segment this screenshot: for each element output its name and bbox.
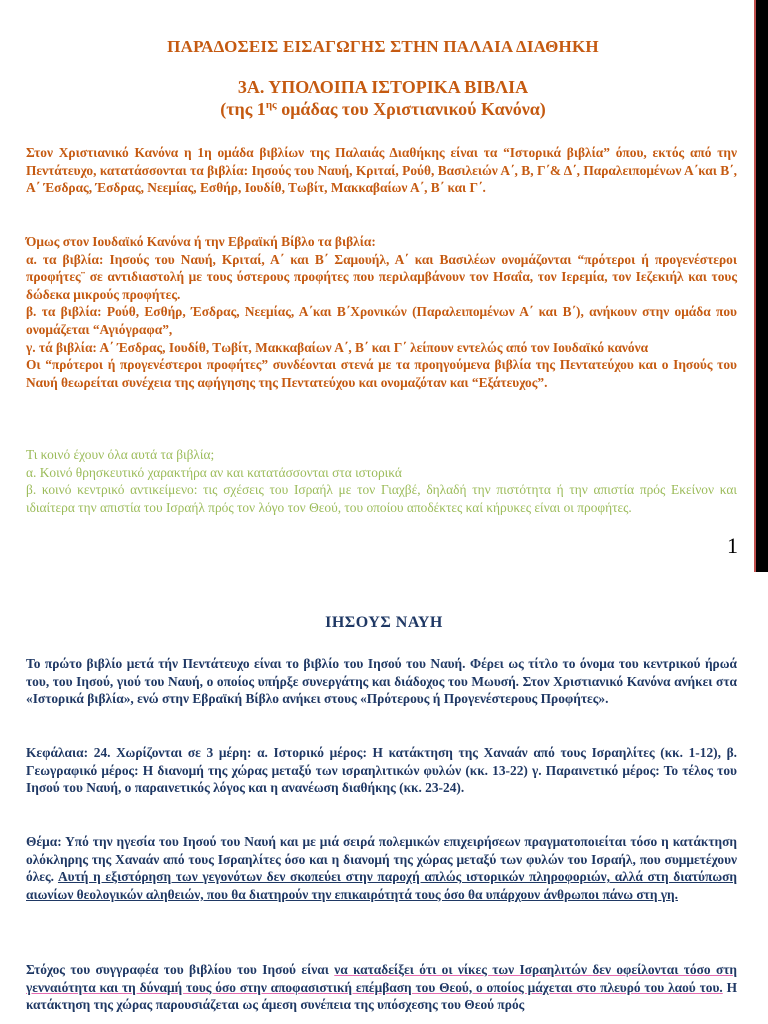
jewish-canon-c: γ. τά βιβλία: Α΄ Έσδρας, Ιουδίθ, Τωβίτ, Μακκαβαίων Α΄, Β΄ και Γ΄ λείπουν εντελώς από τον Ιουδαϊκό κανόνα (26, 339, 649, 355)
jewish-canon-b: β. τα βιβλία: Ρούθ, Εσθήρ, Έσδρας, Νεεμίας, Α΄και Β΄Χρονικών (Παραλειπομένων Α΄ και Β΄), ανήκουν στην ομάδα που ονομάζεται “Αγιόγραφα”, (26, 304, 737, 337)
intro-paragraph: Στον Χριστιανικό Κανόνα η 1η ομάδα βιβλίων της Παλαιάς Διαθήκης είναι τα “Ιστορικά βιβλία” όπου, εκτός από την Πεντάτευχο, κατατάσσονται τα βιβλία: Ιησούς του Ναυή, Κριταί, Ρούθ, Βασιλειών Α΄, Β, Γ΄& Δ΄, Παραλειπομένων Α΄και Β΄, Α΄ Έσδρας, Έσδρας, Νεεμίας, Εσθήρ, Ιουδίθ, Τωβίτ, Μακκαβαίων Α΄, Β΄ και Γ΄. (26, 145, 737, 196)
common-features-question: Τι κοινό έχουν όλα αυτά τα βιβλία; (26, 447, 215, 462)
common-features-a: α. Κοινό θρησκευτικό χαρακτήρα αν και κατατάσσονται στα ιστορικά (26, 464, 402, 480)
jewish-canon-d: Οι “πρότεροι ή προγενέστεροι προφήτες” συνδέονται στενά με τα προηγούμενα βιβλία της Πεντατεύχου και ο Ιησούς του Ναυή θεωρείται συνέχεια της αφήγησης της Πεντατεύχου και ονομαζόταν και “Εξάτευχος”. (26, 357, 737, 390)
slide-subtitle: 3Α. ΥΠΟΛΟΙΠΑ ΙΣΤΟΡΙΚΑ ΒΙΒΛΙΑ (237, 77, 529, 97)
book-intro-paragraph: Το πρώτο βιβλίο μετά τήν Πεντάτευχο είναι το βιβλίο του Ιησού του Ναυή. Φέρει ως τίτλο το όνομα του κεντρικού ήρωά του, του Ιησού, γιού του Ναυή, ο οποίος υπήρξε συνεργάτης και διάδοχος του Μωυσή. Στον Χριστιανικό Κανόνα ανήκει στα «Ιστορικά βιβλία», ενώ στην Εβραϊκή Βίβλο ανήκει στους «Πρότερους ή Προγενέστερους Προφήτες». (26, 656, 737, 707)
jewish-canon-a: α. τα βιβλία: Ιησούς του Ναυή, Κριταί, Α΄ και Β΄ Σαμουήλ, Α΄ και Βασιλέων ονομάζονται “πρότεροι ή προγενέστεροι προφήτες¨ σε αντιδιαστολή με τους ύστερους προφήτες που περιλαμβάνουν τον Ησαΐα, τον Ιερεμία, τον Ιεζεκιήλ και τους δώδεκα μικρούς προφήτες. (26, 251, 737, 302)
slide-subtitle-2: (της $1^{\eta\varsigma}$ ομάδας του Χριστιανικού Κανόνα) (220, 99, 546, 119)
common-features-b: β. κοινό κεντρικό αντικείμενο: τις σχέσεις του Ισραήλ με τον Γιαχβέ, δηλαδή την πιστότητα ή την απιστία πρός Εκείνον και ιδιαίτερα την απιστία του Ισραήλ πρός τον λόγο τον Θεού, του οποίου αποδέκτες καί κήρυκες είναι οι προφήτες. (26, 482, 737, 515)
slide-title: ΠΑΡΑΔΟΣΕΙΣ ΕΙΣΑΓΩΓΗΣ ΣΤΗΝ ΠΑΛΑΙΑ ΔΙΑΘΗΚΗ (167, 37, 599, 56)
common-features-block (26, 446, 737, 516)
slide-edge-bar (756, 0, 768, 572)
slide-edge-accent (754, 0, 756, 572)
theme-underlined-text: Αυτή η εξιστόρηση των γεγονότων δεν σκοπεύει στην παροχή απλώς ιστορικών πληροφοριών, αλλά στη διατύπωση αιωνίων θεολογικών αληθειών, που θα διατηρούν την επικαιρότητά τους όσο θα υπάρχουν άνθρωποι πάνω στη γη. (26, 869, 737, 902)
theme-text: Θέμα: Υπό την ηγεσία του Ιησού του Ναυή και με μιά σειρά πολεμικών επιχειρήσεων πραγματοποιείται τόσο η κατάκτηση ολόκληρης της Χαναάν από τους Ισραηλίτες όσο και η διανομή της χώρας μεταξύ των φυλών του Ισραήλ, που συμμετέχουν όλες. (26, 834, 737, 885)
slide-2 (0, 566, 768, 1024)
chapters-paragraph: Κεφάλαια: 24. Χωρίζονται σε 3 μέρη: α. Ιστορικό μέρος: Η κατάκτηση της Χαναάν από τους Ισραηλίτες (κκ. 1-12), β. Γεωγραφικό μέρος: Η διανομή της χώρας μεταξύ των ισραηλιτικών φυλών (κκ. 13-22) γ. Παραινετικό μέρος: Το τέλος του Ιησού του Ναυή, ο παραινετικός λόγος και η ανανέωση διαθήκης (κκ. 23-24). (26, 745, 737, 796)
jewish-canon-intro: Όμως στον Ιουδαϊκό Κανόνα ή την Εβραϊκή Βίβλο τα βιβλία: (26, 234, 376, 249)
goal-text: Στόχος του συγγραφέα του βιβλίου του Ιησού είναι (26, 962, 335, 977)
jewish-canon-block (26, 233, 737, 391)
goal-text-continued: Η κατάκτηση της χώρας παρουσιάζεται ως άμεση συνέπεια της υπόσχεσης του Θεού πρός (26, 979, 737, 1013)
goal-paragraph (26, 961, 737, 1014)
goal-underlined-text: να καταδείξει ότι οι νίκες των Ισραηλιτών δεν οφείλονται τόσο στη γενναιότητα και τη δύναμή τους όσο στην αποφασιστική επέμβαση του Θεού, ο οποίος μάχεται στο πλευρό του λαού του. (26, 962, 737, 995)
section-title: ΙΗΣΟΥΣ ΝΑΥΗ (325, 614, 443, 631)
page-number: 1 (727, 533, 738, 558)
theme-paragraph (26, 833, 737, 903)
